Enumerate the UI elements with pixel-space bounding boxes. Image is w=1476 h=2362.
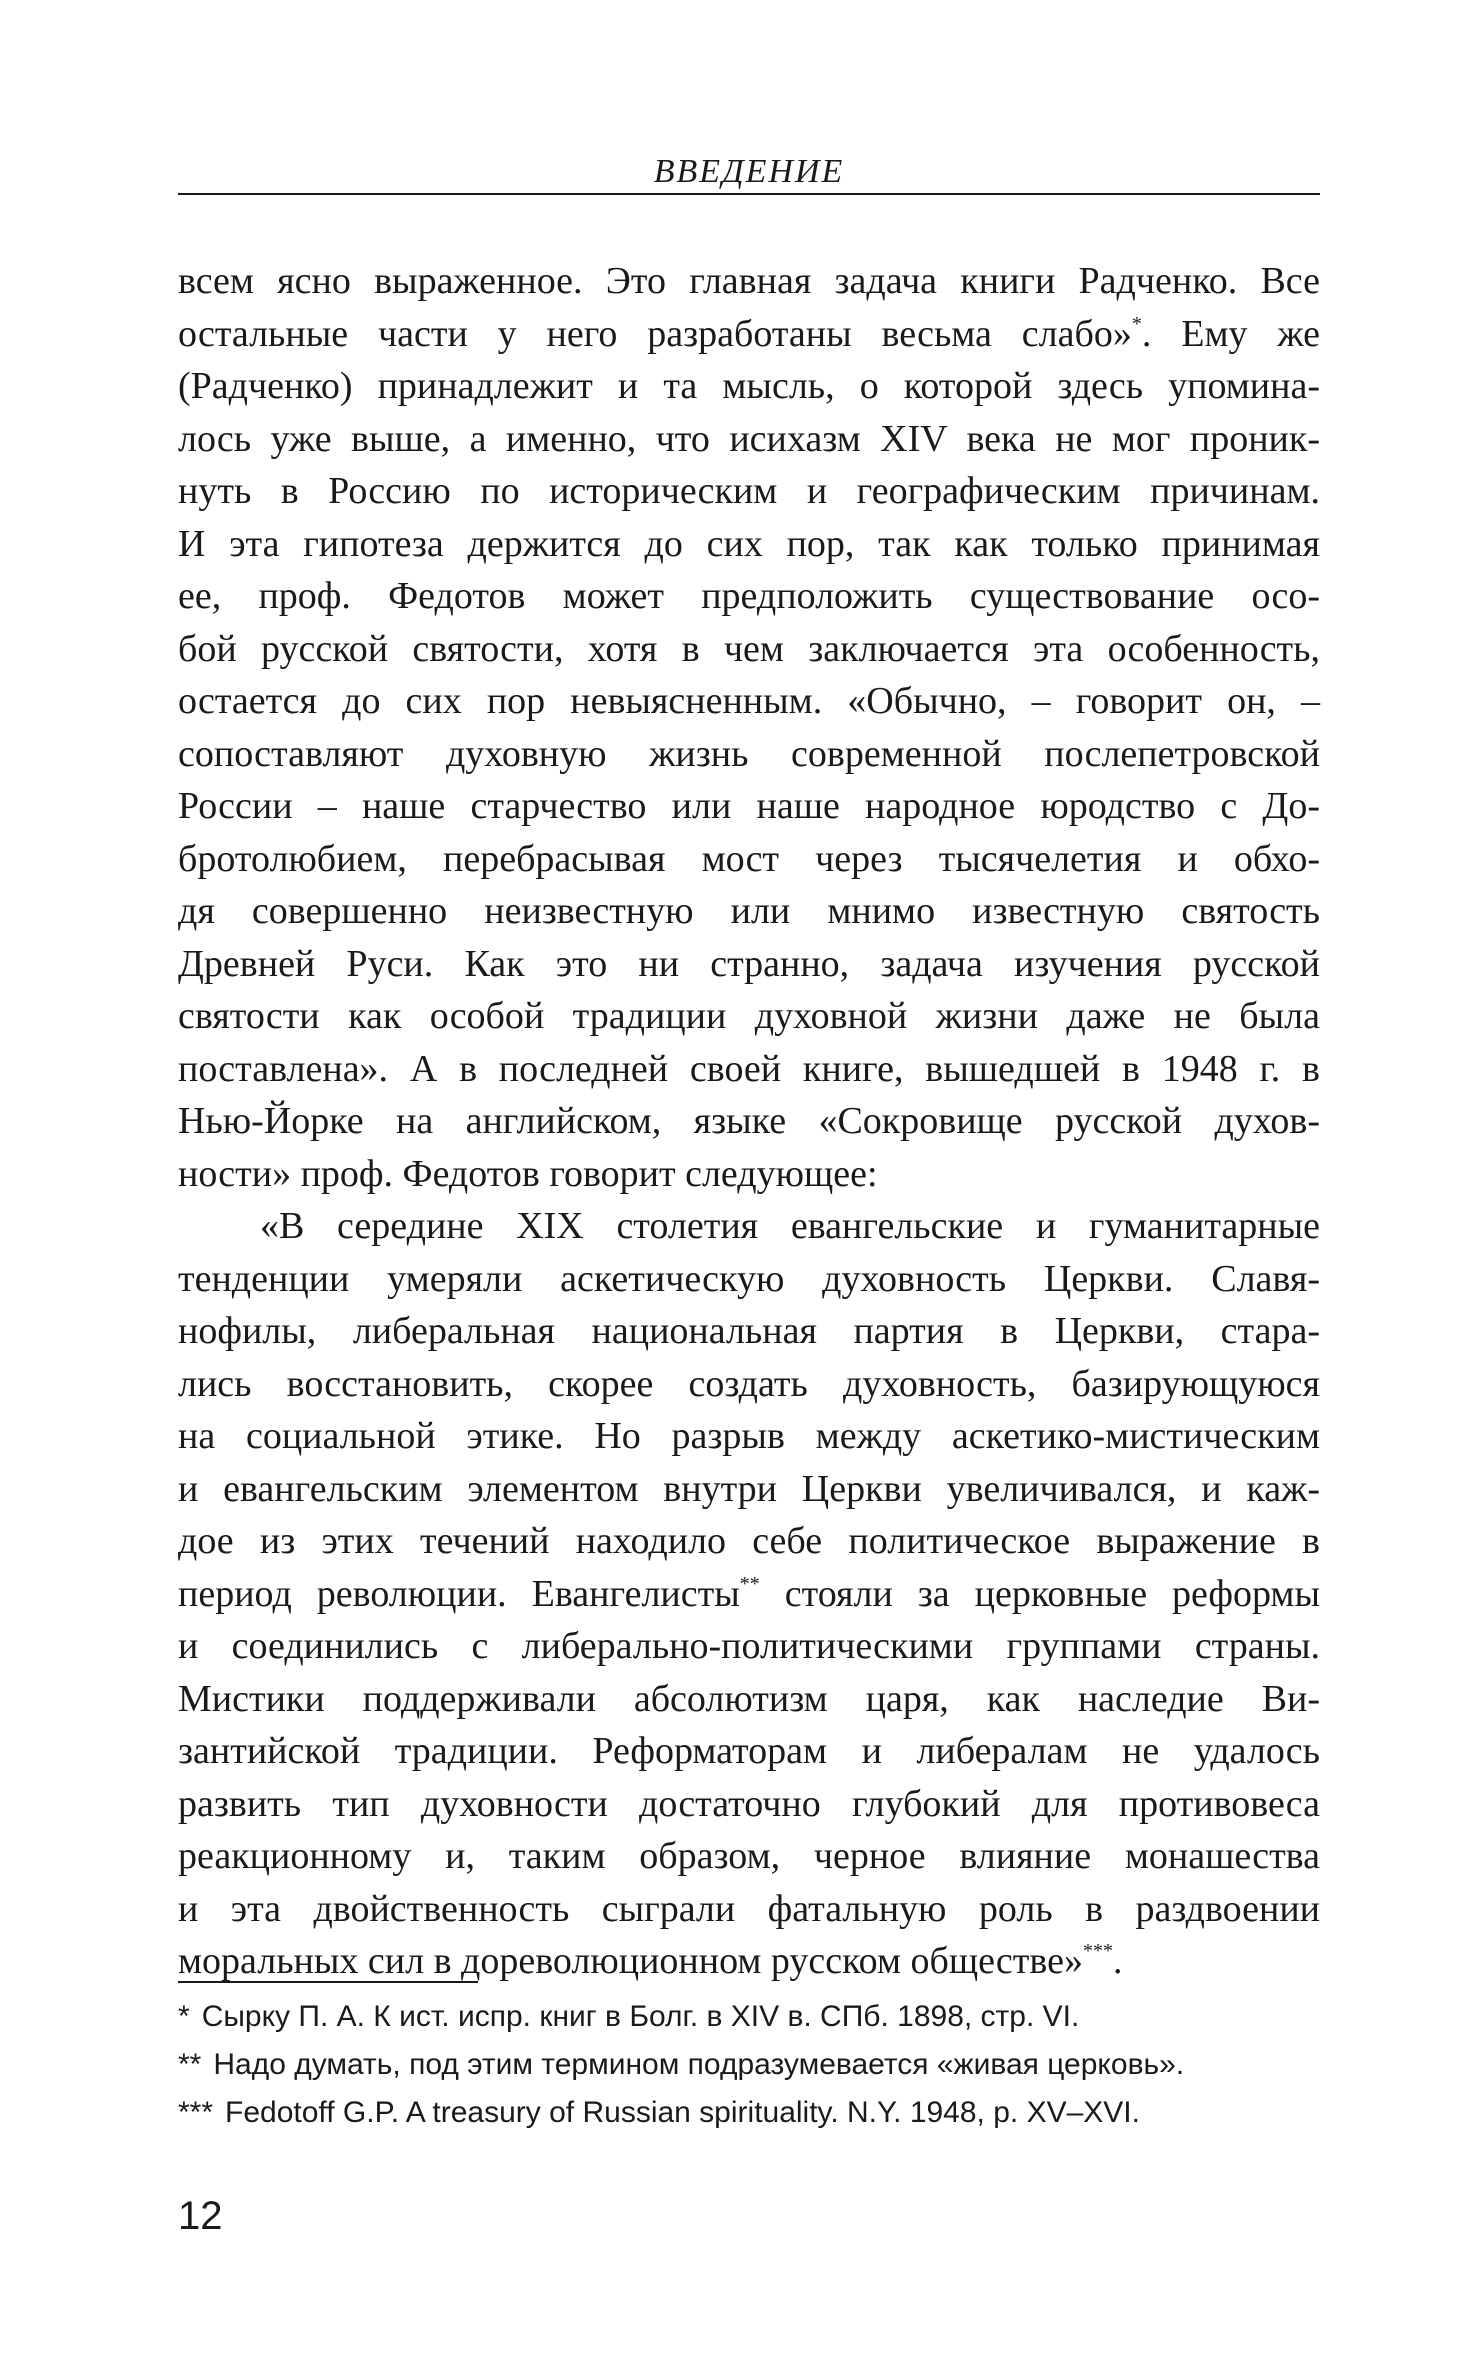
paragraph-2-quote <box>178 1200 1320 1988</box>
text-line: нуть в Россию по историческим и географическим причинам. <box>178 470 1320 512</box>
text-line <box>178 1935 1320 1988</box>
text-line: дя совершенно неизвестную или мнимо известную святость <box>178 890 1320 932</box>
text-line: Нью-Йорке на английском, языке «Сокровище русской духов- <box>178 1100 1320 1142</box>
text-line <box>178 308 1320 361</box>
header-rule <box>178 193 1320 195</box>
footnote-3 <box>178 2089 1320 2137</box>
text-line: дое из этих течений находило себе политическое выражение в <box>178 1520 1320 1562</box>
text-line: зантийской традиции. Реформаторам и либералам не удалось <box>178 1730 1320 1772</box>
main-text <box>178 255 1320 1988</box>
footnotes <box>178 1993 1320 2137</box>
footnote-ref-1: * <box>1131 312 1142 335</box>
text-segment: остальные части у него разработаны весьма слабо» <box>178 312 1132 355</box>
text-segment: . <box>1112 1940 1123 1982</box>
footnote-2 <box>178 2041 1320 2089</box>
text-line: И эта гипотеза держится до сих пор, так как только принимая <box>178 522 1320 565</box>
text-line: и соединились с либерально-политическими группами страны. <box>178 1625 1320 1667</box>
text-line: Мистики поддерживали абсолютизм царя, как наследие Ви- <box>178 1677 1320 1720</box>
text-line: остается до сих пор невыясненным. «Обычно, – говорит он, – <box>178 680 1320 722</box>
text-line: ее, проф. Федотов может предположить существование осо- <box>178 575 1320 617</box>
text-line: «В середине XIX столетия евангельские и гуманитарные <box>260 1205 1320 1247</box>
text-line: лись восстановить, скорее создать духовность, базирующуюся <box>178 1362 1320 1405</box>
footnote-rule <box>178 1981 478 1983</box>
text-line: реакционному и, таким образом, черное влияние монашества <box>178 1835 1320 1877</box>
text-line: ности» проф. Федотов говорит следующее: <box>178 1152 878 1195</box>
text-line: и эта двойственность сыграли фатальную роль в раздвоении <box>178 1887 1320 1930</box>
text-line: России – наше старчество или наше народное юродство с До- <box>178 785 1320 827</box>
text-line: сопоставляют духовную жизнь современной послепетровской <box>178 732 1320 775</box>
text-line: тенденции умеряли аскетическую духовность Церкви. Славя- <box>178 1257 1320 1300</box>
text-line: лось уже выше, а именно, что исихазм XIV века не мог проник- <box>178 417 1320 460</box>
footnote-text: Сырку П. А. К ист. испр. книг в Болг. в XIV в. СПб. 1898, стр. VI. <box>201 2000 1080 2033</box>
text-segment: период революции. Евангелисты <box>178 1572 740 1615</box>
text-line: нофилы, либеральная национальная партия в Церкви, стара- <box>178 1310 1320 1352</box>
text-line: развить тип духовности достаточно глубокий для противовеса <box>178 1782 1320 1825</box>
running-title: ВВЕДЕНИЕ <box>653 153 845 190</box>
footnote-mark: * <box>178 2000 190 2033</box>
page-number: 12 <box>178 2194 223 2238</box>
text-line: и евангельским элементом внутри Церкви увеличивался, и каж- <box>178 1467 1320 1510</box>
text-line: святости как особой традиции духовной жизни даже не была <box>178 995 1320 1037</box>
footnote-ref-3: *** <box>1082 1940 1113 1962</box>
footnote-1 <box>178 1993 1320 2041</box>
text-line: (Радченко) принадлежит и та мысль, о которой здесь упомина- <box>178 365 1320 407</box>
text-segment: . Ему же <box>1141 312 1320 355</box>
footnote-text: Надо думать, под этим термином подразумевается «живая церковь». <box>213 2048 1185 2081</box>
footnote-mark: ** <box>178 2048 202 2081</box>
text-line: Древней Руси. Как это ни странно, задача изучения русской <box>178 942 1320 985</box>
text-line: бротолюбием, перебрасывая мост через тысячелетия и обхо- <box>178 837 1320 880</box>
paragraph-1 <box>178 255 1320 1200</box>
footnote-ref-2: ** <box>739 1572 760 1595</box>
footnote-mark: *** <box>178 2096 214 2129</box>
footnote-text: Fedotoff G.P. A treasury of Russian spirituality. N.Y. 1948, p. XV–XVI. <box>225 2096 1140 2129</box>
text-line: бой русской святости, хотя в чем заключается эта особенность, <box>178 627 1320 670</box>
text-line: поставлена». А в последней своей книге, вышедшей в 1948 г. в <box>178 1047 1320 1090</box>
text-line <box>178 1568 1320 1621</box>
text-line: всем ясно выраженное. Это главная задача книги Радченко. Все <box>178 260 1320 302</box>
text-segment: стояли за церковные реформы <box>759 1572 1320 1615</box>
text-segment: моральных сил в дореволюционном русском обществе» <box>178 1940 1083 1982</box>
text-line: на социальной этике. Но разрыв между аскетико-мистическим <box>178 1415 1320 1457</box>
